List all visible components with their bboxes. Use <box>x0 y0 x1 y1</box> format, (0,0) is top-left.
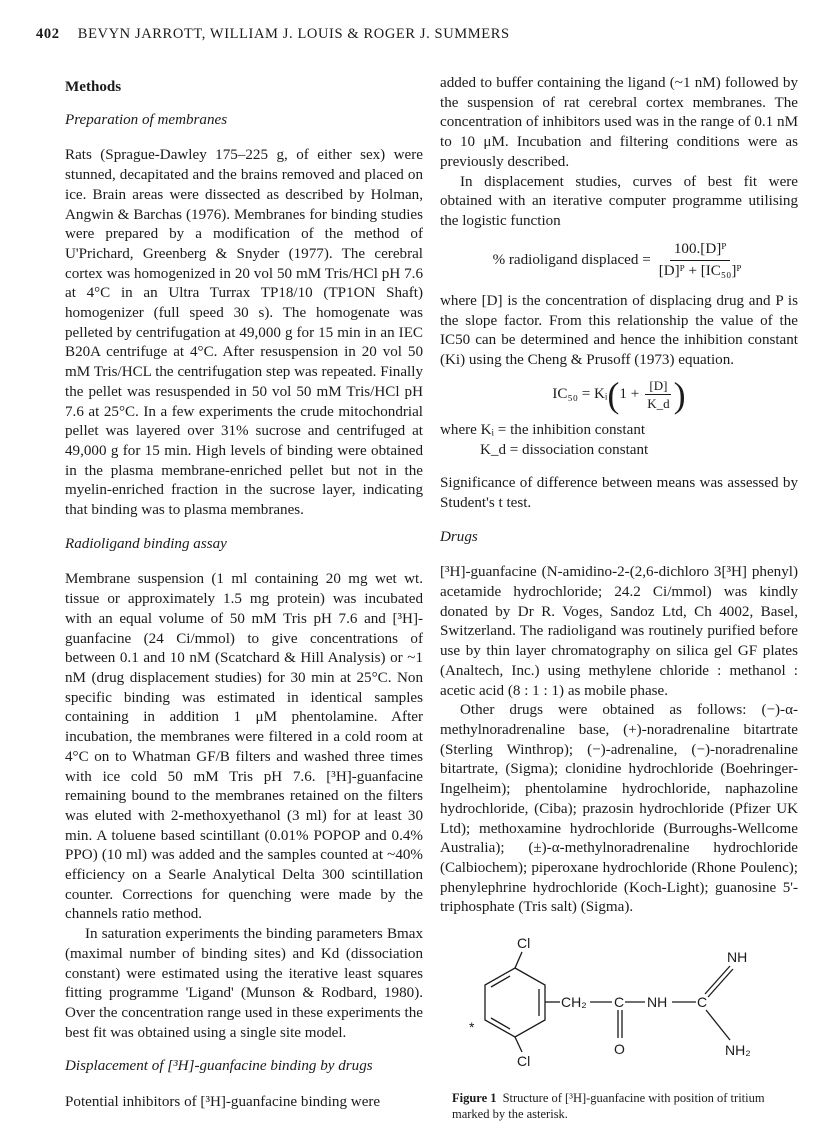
left-column <box>65 74 423 1113</box>
equation-fraction <box>655 240 746 282</box>
atom-c1: C <box>614 994 625 1011</box>
drugs-paragraph-1: [³H]-guanfacine (N-amidino-2-(2,6-dichloro 3[³H] phenyl) acetamide hydrochloride; 24.2 Ci/mmol) was kindly donated by Dr R. Voges, Sandoz Ltd, Ch 4002, Basel, Switzerland. The radioligand was routinely purified before use by thin layer chromatography on silica gel GF plates (Analtech, Inc.) using methylene chloride : methanol : acetic acid (8 : 1 : 1) as mobile phase. <box>440 564 798 699</box>
atom-o: O <box>614 1041 625 1058</box>
right-paren: ) <box>673 374 686 415</box>
significance-paragraph: Significance of difference between means was assessed by Student's t test. <box>440 475 798 511</box>
displacement-paragraph-start: Potential inhibitors of [³H]-guanfacine binding were <box>65 1094 381 1111</box>
eq2-fraction <box>643 378 673 411</box>
bond-c-nh-top-2 <box>708 969 733 997</box>
figure-1 <box>440 930 798 1130</box>
cheng-prusoff-equation <box>440 374 798 415</box>
benzene-ring <box>485 968 545 1037</box>
bond-cl-top <box>515 952 522 968</box>
definition-ki: where Kᵢ = the inhibition constant <box>440 421 646 438</box>
atom-cl-top: Cl <box>517 935 531 952</box>
author-line: BEVYN JARROTT, WILLIAM J. LOUIS & ROGER J. SUMMERS <box>77 26 510 42</box>
atom-c2: C <box>697 994 708 1011</box>
guanfacine-structure <box>440 930 798 1090</box>
where-paragraph: where [D] is the concentration of displacing drug and P is the slope factor. From this relationship the value of the IC50 can be determined and hence the inhibition constant (Ki) using the Cheng & Prusoff (1973) equation. <box>440 293 798 369</box>
assay-paragraph-1: Membrane suspension (1 ml containing 20 mg wet wt. tissue or approximately 1.5 mg protein) was incubated with an equal volume of 50 mM Tris pH 7.6 and [³H]-guanfacine (24 Ci/mmol) to give concentrations of between 0.1 and 10 nM (Scatchard & Hill Analysis) or ~1 nM (drug displacement studies) for 30 min at 25°C. Non specific binding was estimated in identical samples containing in addition 1 μM phentolamine. After incubation, the membranes were filtered in a cold room at 4°C on to Whatman GF/B filters and washed three times with ice cold 50 mM Tris pH 7.6. [³H]-guanfacine remaining bound to the membranes retained on the filters was eluted with 2-methoxyethanol (3 ml) for at least 30 min. A toluene based scintillant (0.01% POPOP and 0.4% PPO) (10 ml) was added and the samples counted at ~40% efficiency on a Searle Analytical Delta 300 scintillation counter. Corrections for quenching were made by the channels ratio method. <box>65 571 423 923</box>
atom-nh2: NH₂ <box>725 1042 751 1059</box>
bond-c-nh-top-1 <box>705 966 730 994</box>
figure-label: Figure 1 <box>452 1091 497 1106</box>
equation-lhs: % radioligand displaced = <box>492 251 651 268</box>
eq2-denominator: K_d <box>647 396 670 412</box>
preparation-subheading: Preparation of membranes <box>65 111 228 128</box>
methods-heading: Methods <box>65 79 122 95</box>
left-paren: ( <box>607 374 620 415</box>
logistic-equation <box>440 240 798 282</box>
preparation-paragraph: Rats (Sprague-Dawley 175–225 g, of either sex) were stunned, decapitated and the brains removed and placed on ice. Brain areas were dissected as described by Holman, Angwin & Barchas (1976). Membranes for binding studies were prepared by a modification of the method of U'Prichard, Greenberg & Snyder (1977). The cerebral cortex was homogenized in 20 vol 50 mM Tris/HCl pH 7.6 at 4°C in an Ultra Turrax TP18/10 (TP1ON Shaft) homogenizer (full speed 30 s). The homogenate was pelleted by centrifugation at 49,000 g for 15 min in an IEC B20A centrifuge at 4°C. After resuspension in 20 vol 50 mM Tris/HCL the centrifugation step was repeated. Finally the pellet was resuspended in 50 vol 50 mM Tris/HCl pH 7.6 at 25°C. In a few experiments the crude mitochondrial pellet was layered over 31% sucrose and centrifuged at 49,000 g for 15 min. High levels of binding were obtained in the plasma membrane-enriched pellet but not in the myelin-enriched fraction in the sucrose layer, indicating that binding was to plasma membranes. <box>65 147 423 519</box>
page-number: 402 <box>36 26 60 42</box>
figure-caption <box>440 1090 798 1122</box>
atom-nh: NH <box>647 994 668 1011</box>
eq2-lhs: IC₅₀ = Kᵢ <box>552 385 608 402</box>
curve-fit-paragraph: In displacement studies, curves of best fit were obtained with an iterative computer programme utilising the logistic function <box>440 173 798 229</box>
assay-subheading: Radioligand binding assay <box>65 535 227 552</box>
assay-paragraph-2: In saturation experiments the binding parameters Bmax (maximal number of binding sites) and Kd (dissociation constant) were estimated using the iterative least squares fitting programme 'Ligand' (Munson & Rodbard, 1980). Over the concentration range used in these experiments the best fit was obtained using a single site model. <box>65 926 423 1041</box>
right-column <box>440 74 798 1130</box>
equation-denominator: [D]ᴾ + [IC₅₀]ᴾ <box>658 263 742 280</box>
displacement-subheading: Displacement of [³H]-guanfacine binding by drugs <box>65 1058 373 1075</box>
definitions <box>440 421 798 460</box>
figure-caption-text: Structure of [³H]-guanfacine with position of tritium marked by the asterisk. <box>452 1091 765 1122</box>
definition-kd: K_d = dissociation constant <box>480 441 649 458</box>
equation-numerator: 100.[D]ᴾ <box>670 240 730 262</box>
eq2-one: 1 + <box>619 385 640 402</box>
atom-cl-bottom: Cl <box>517 1053 531 1070</box>
drugs-subheading: Drugs <box>440 528 478 545</box>
drugs-paragraph-2: Other drugs were obtained as follows: (−)-α-methylnoradrenaline base, (+)-noradrenaline bitartrate (Sterling Winthrop); (−)-adrenaline, (−)-noradrenaline bitartrate, (Sigma); clonidine hydrochloride (Boehringer-Ingelheim); phentolamine hydrochloride, naphazoline hydrochloride, (Ciba); prazosin hydrochloride (Pfizer UK Ltd); methoxamine hydrochloride (Burroughs-Wellcome Australia); (±)-α-methylnoradrenaline hydrochloride (Calbiochem); piperoxane hydrochloride (Rhone Poulenc); phenylephrine hydrochloride (Koch-Light); guanosine 5'-triphosphate (Tris salt) (Sigma). <box>440 702 798 916</box>
atom-ch2: CH₂ <box>561 994 587 1011</box>
bond-c-nh2 <box>706 1010 730 1040</box>
tritium-asterisk: * <box>469 1019 475 1036</box>
continued-paragraph: added to buffer containing the ligand (~1 nM) followed by the suspension of rat cerebral cortex membranes. The concentration of inhibitors used was in the range of 0.1 nM to 10 μM. Incubation and filtering conditions were as previously described. <box>440 75 798 170</box>
eq2-numerator: [D] <box>645 378 671 395</box>
bond-cl-bottom <box>515 1037 522 1052</box>
running-header <box>36 26 796 43</box>
atom-nh-top: NH <box>727 949 748 966</box>
